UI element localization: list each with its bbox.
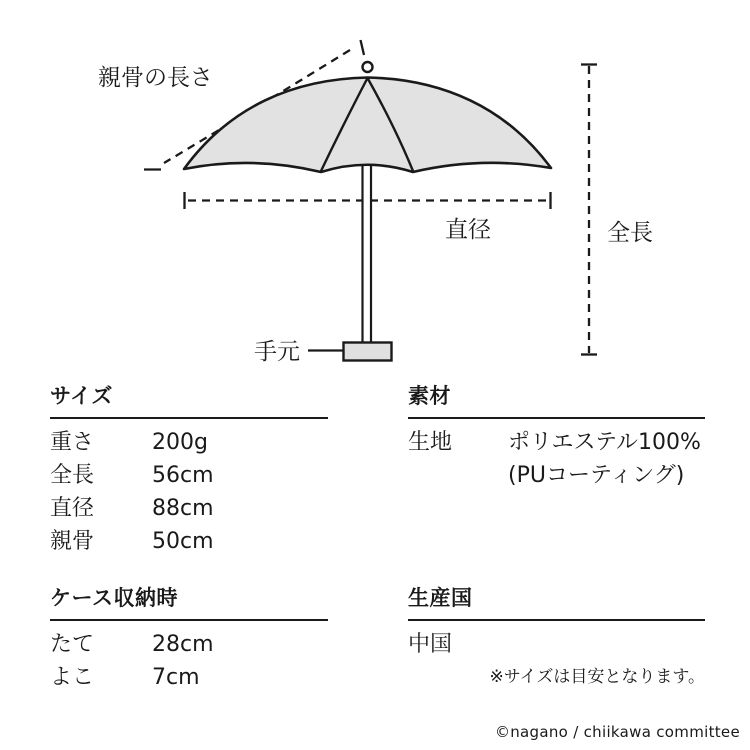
- spec-row: [408, 628, 705, 661]
- spec-value-line1: ポリエステル100%: [508, 430, 701, 455]
- spec-value: [510, 628, 705, 661]
- spec-label: 重さ: [50, 430, 95, 455]
- spec-label: たて: [50, 632, 95, 657]
- spec-value: 200g: [152, 430, 208, 455]
- rib-length-arc-top-tick: [361, 40, 365, 55]
- size-section-rule: [50, 417, 328, 419]
- size-section: [50, 384, 328, 558]
- umbrella-canopy: [184, 78, 551, 173]
- material-section-title: 素材: [408, 384, 451, 408]
- spec-value: [508, 426, 705, 492]
- spec-row: [50, 628, 328, 661]
- origin-section: [408, 586, 705, 694]
- spec-label: よこ: [50, 665, 95, 690]
- umbrella-shaft: [363, 150, 372, 343]
- spec-row: [50, 492, 328, 525]
- case-section-rule: [50, 619, 328, 621]
- umbrella-handle: [344, 343, 392, 361]
- spec-value: 7cm: [152, 665, 200, 690]
- spec-value: 88cm: [152, 496, 214, 521]
- spec-value: 56cm: [152, 463, 214, 488]
- size-section-title: サイズ: [50, 384, 113, 408]
- origin-section-title: 生産国: [408, 586, 473, 610]
- case-section: [50, 586, 328, 694]
- spec-row: [50, 661, 328, 694]
- spec-row: [408, 426, 705, 492]
- size-disclaimer-note: ※サイズは目安となります。: [489, 667, 705, 687]
- handle-label: 手元: [254, 339, 300, 365]
- spec-label: 親骨: [50, 529, 95, 554]
- spec-row: [50, 525, 328, 558]
- rib-length-label: 親骨の長さ: [98, 65, 213, 91]
- spec-row: [50, 426, 328, 459]
- total-length-label: 全長: [607, 220, 653, 246]
- spec-row: [50, 459, 328, 492]
- origin-section-rule: [408, 619, 705, 621]
- spec-label: 直径: [50, 496, 95, 521]
- spec-label: 全長: [50, 463, 95, 488]
- diameter-label: 直径: [445, 217, 491, 243]
- material-section-rule: [408, 417, 705, 419]
- spec-value: 28cm: [152, 632, 214, 657]
- material-section: [408, 384, 705, 492]
- spec-label: 中国: [408, 632, 453, 657]
- case-section-title: ケース収納時: [50, 586, 178, 610]
- umbrella-ferrule: [363, 62, 373, 72]
- copyright-text: ©nagano / chiikawa committee: [494, 723, 740, 741]
- spec-value: 50cm: [152, 529, 214, 554]
- spec-value-line2: (PUコーティング): [508, 463, 685, 488]
- spec-label: 生地: [408, 430, 453, 455]
